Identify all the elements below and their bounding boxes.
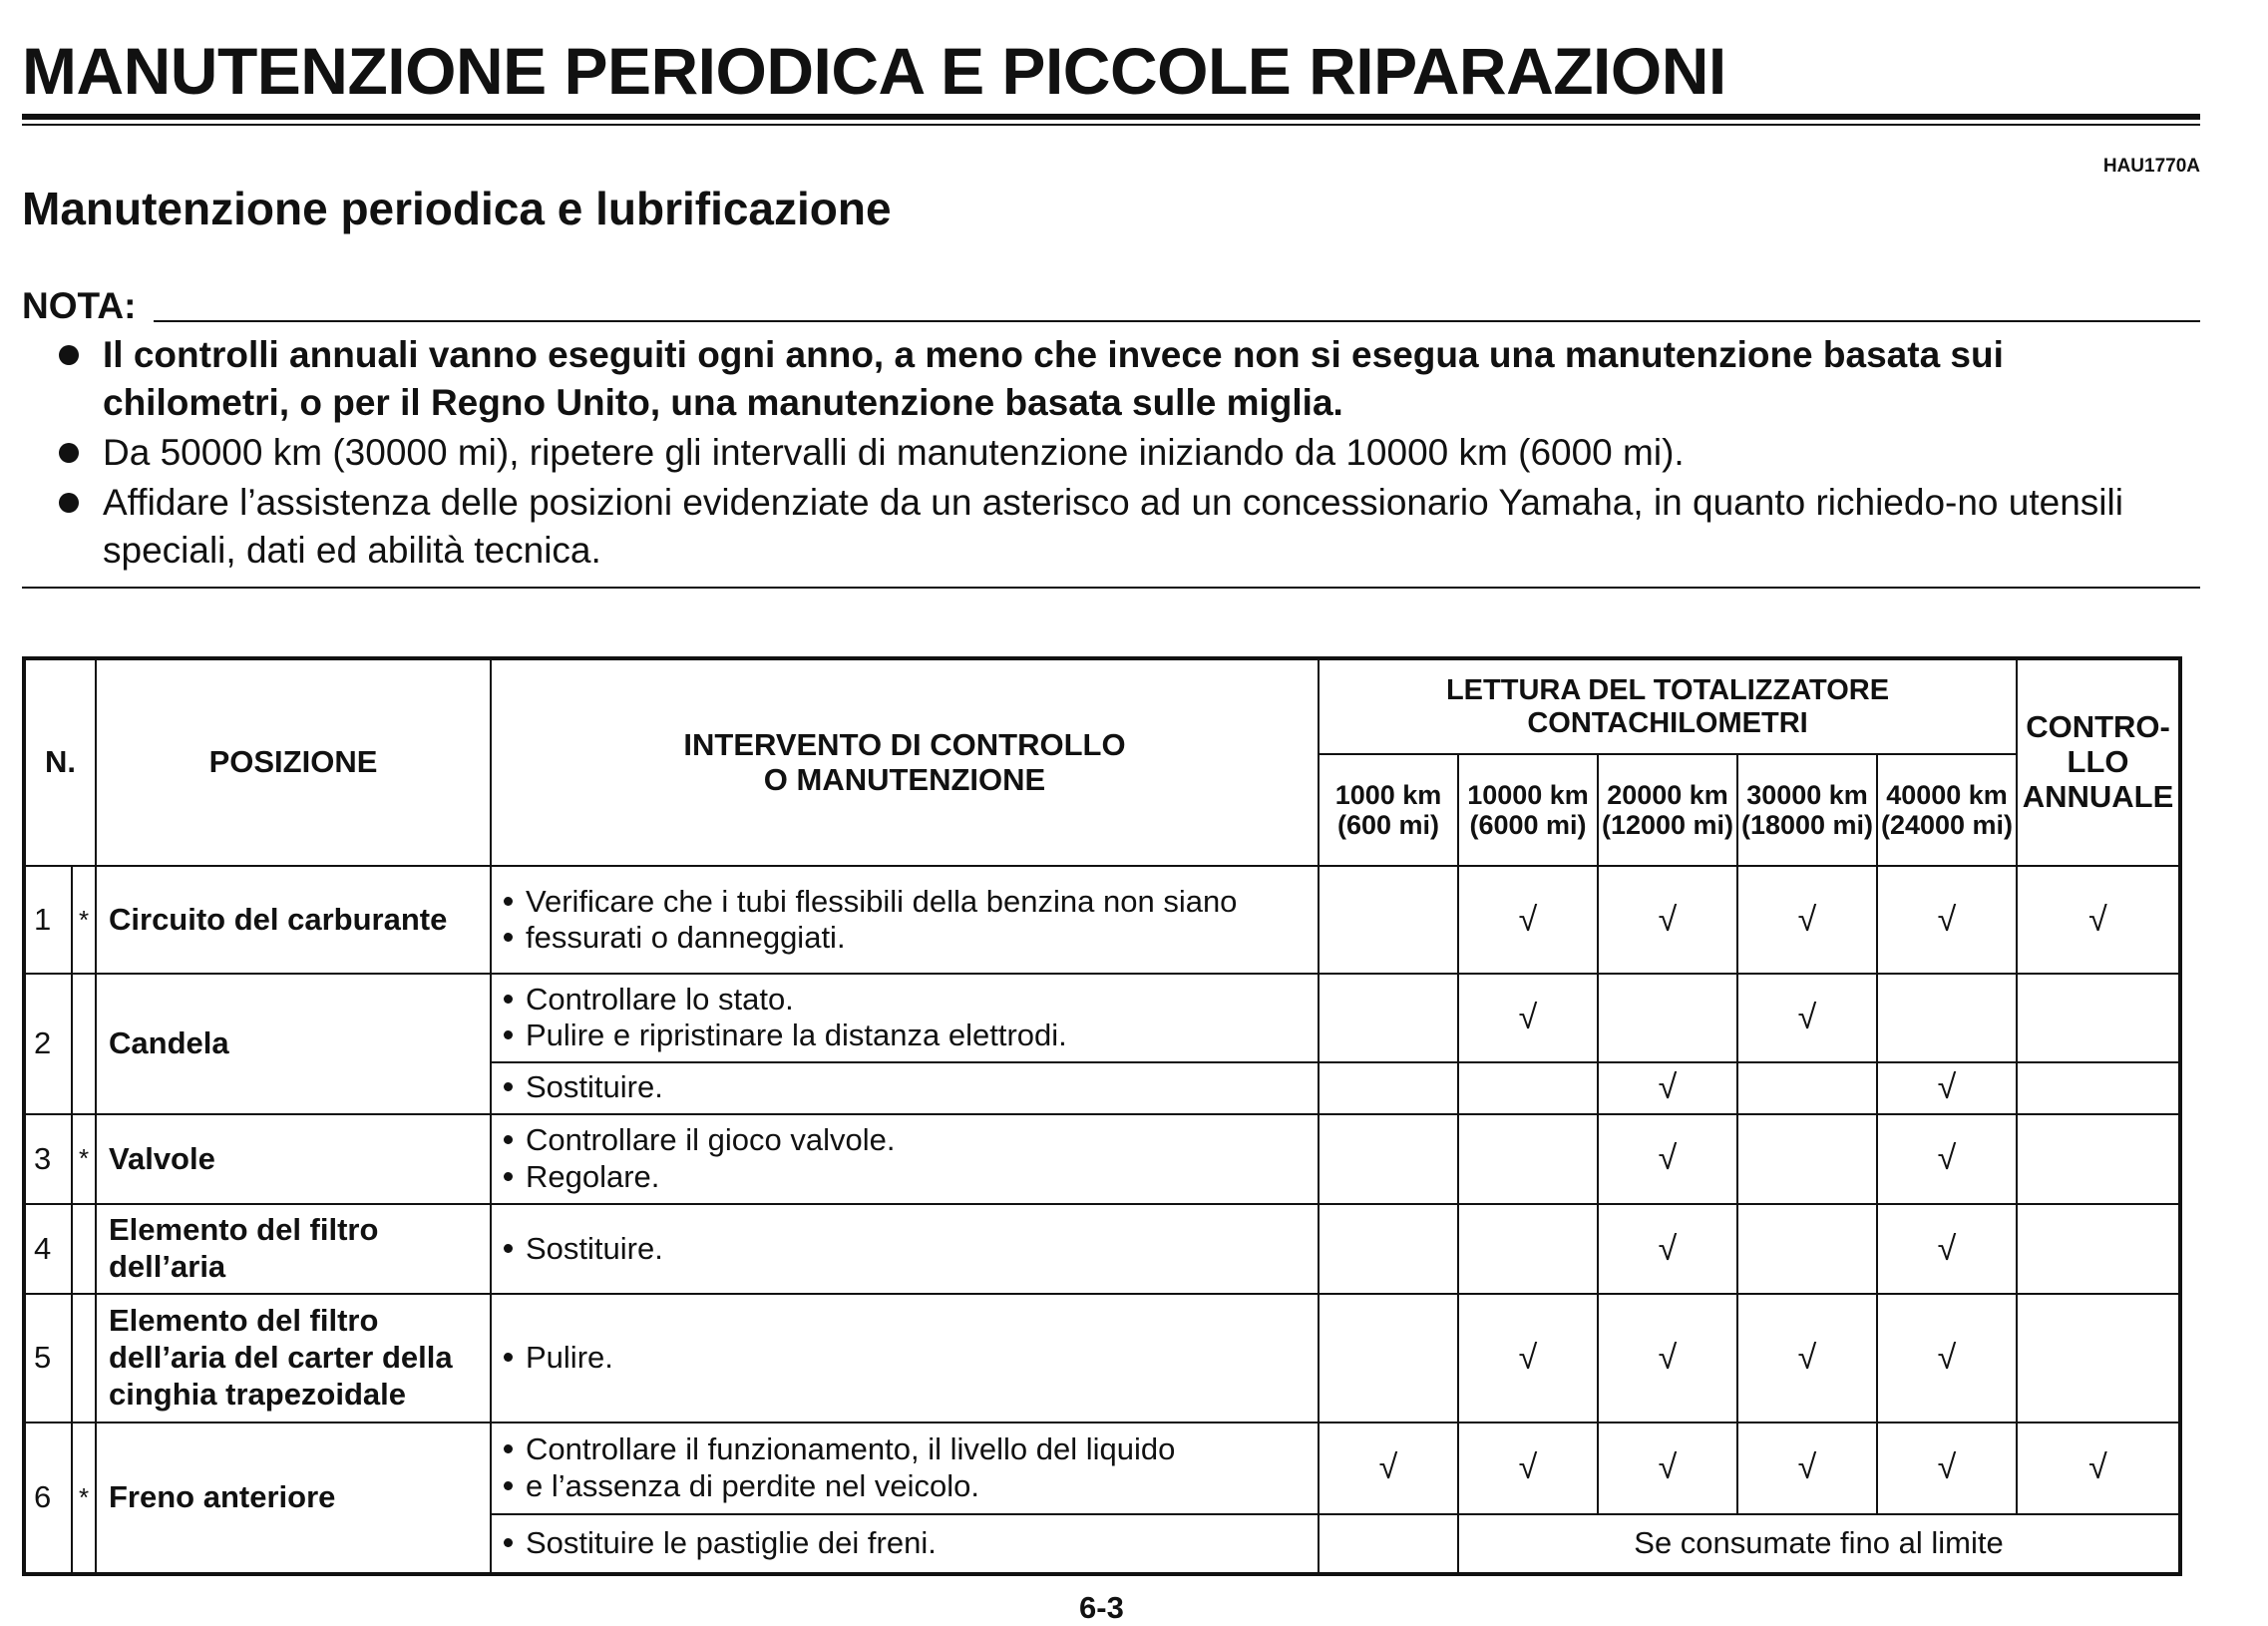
action-line: Controllare il funzionamento, il livello del liquido <box>500 1431 1310 1468</box>
check-cell <box>1598 1423 1737 1514</box>
check-cell <box>1458 866 1598 974</box>
title-rule <box>22 114 2200 120</box>
action-description <box>491 1062 1319 1114</box>
table-row <box>24 1423 2180 1514</box>
interval-km: 30000 km <box>1746 779 1868 810</box>
table-row <box>24 1204 2180 1294</box>
header-action <box>491 658 1319 866</box>
interval-km: 20000 km <box>1607 779 1728 810</box>
check-mark-icon: √ <box>1658 1448 1678 1487</box>
position-name: Elemento del filtro dell’aria <box>96 1204 491 1294</box>
check-cell <box>1737 1062 1877 1114</box>
action-line: Pulire e ripristinare la distanza elettrodi. <box>500 1017 1310 1054</box>
header-annual-line: CONTRO- <box>2026 709 2170 745</box>
check-mark-icon: √ <box>1937 1139 1957 1178</box>
section-title: Manutenzione periodica e lubrificazione <box>22 183 892 234</box>
check-cell <box>2017 1114 2180 1204</box>
action-description <box>491 1204 1319 1294</box>
asterisk-marker: * <box>72 866 96 974</box>
header-position: POSIZIONE <box>96 658 491 866</box>
position-name: Elemento del filtro dell’aria del carter della cinghia trapezoidale <box>96 1294 491 1422</box>
note-text: Da 50000 km (30000 mi), ripetere gli intervalli di manutenzione iniziando da 10000 km (6000 mi). <box>103 432 1685 473</box>
position-name: Freno anteriore <box>96 1423 491 1574</box>
check-cell <box>1598 974 1737 1061</box>
check-cell <box>1319 1294 1458 1422</box>
check-cell <box>1458 1062 1598 1114</box>
action-description <box>491 866 1319 974</box>
bullet-icon <box>59 443 79 463</box>
check-cell <box>1737 1294 1877 1422</box>
bullet-icon <box>504 1244 513 1253</box>
bullet-icon <box>504 995 513 1004</box>
title-rule-thin <box>22 124 2200 126</box>
check-mark-icon: √ <box>1937 1068 1957 1107</box>
action-line: Regolare. <box>500 1159 1310 1196</box>
position-name: Circuito del carburante <box>96 866 491 974</box>
page-number: 6-3 <box>1079 1590 1124 1625</box>
note-list <box>55 331 2200 577</box>
note-item <box>55 331 2200 427</box>
interval-header <box>1877 754 2017 866</box>
maintenance-schedule-table <box>22 656 2182 1576</box>
position-name: Candela <box>96 974 491 1113</box>
note-item <box>55 429 2200 477</box>
check-mark-icon: √ <box>1797 998 1817 1036</box>
check-mark-icon: √ <box>1797 1338 1817 1377</box>
check-mark-icon: √ <box>1518 1448 1538 1487</box>
check-mark-icon: √ <box>2088 900 2107 939</box>
interval-mi: (24000 mi) <box>1880 810 2014 840</box>
check-mark-icon: √ <box>1658 1139 1678 1178</box>
check-cell <box>1737 866 1877 974</box>
row-number: 5 <box>24 1294 72 1422</box>
action-line: Sostituire. <box>500 1069 1310 1106</box>
check-mark-icon: √ <box>1937 1338 1957 1377</box>
check-cell <box>1877 866 2017 974</box>
header-odometer-line: CONTACHILOMETRI <box>1527 706 1808 739</box>
interval-mi: (18000 mi) <box>1740 810 1874 840</box>
note-end-rule <box>22 587 2200 589</box>
interval-header <box>1737 754 1877 866</box>
header-odometer-line: LETTURA DEL TOTALIZZATORE <box>1445 674 1890 707</box>
row-number: 1 <box>24 866 72 974</box>
note-item <box>55 479 2200 575</box>
check-cell <box>1877 1423 2017 1514</box>
check-cell <box>1319 974 1458 1061</box>
position-name: Valvole <box>96 1114 491 1204</box>
check-cell <box>1877 974 2017 1061</box>
check-mark-icon: √ <box>1658 900 1678 939</box>
note-label: NOTA: <box>22 285 137 326</box>
header-annual <box>2017 658 2180 866</box>
bullet-icon <box>504 1030 513 1039</box>
asterisk-marker <box>72 1204 96 1294</box>
check-cell <box>1458 974 1598 1061</box>
check-cell <box>1877 1062 2017 1114</box>
check-cell <box>1319 866 1458 974</box>
check-cell <box>2017 1062 2180 1114</box>
row-number: 3 <box>24 1114 72 1204</box>
check-cell <box>1319 1114 1458 1204</box>
check-cell <box>2017 866 2180 974</box>
header-annual-line: LLO <box>2067 744 2129 780</box>
interval-km: 40000 km <box>1886 779 2008 810</box>
table-row <box>24 1114 2180 1204</box>
check-cell <box>1737 974 1877 1061</box>
check-cell <box>1877 1114 2017 1204</box>
check-mark-icon: √ <box>1518 1338 1538 1377</box>
bullet-icon <box>504 933 513 942</box>
check-mark-icon: √ <box>1658 1229 1678 1268</box>
action-description <box>491 1114 1319 1204</box>
action-line: Verificare che i tubi flessibili della benzina non siano <box>500 884 1310 921</box>
action-line: Sostituire. <box>500 1231 1310 1268</box>
check-cell <box>1598 1062 1737 1114</box>
bullet-icon <box>504 1444 513 1453</box>
interval-mi: (6000 mi) <box>1469 810 1587 840</box>
bullet-icon <box>504 1172 513 1181</box>
action-description <box>491 1514 1319 1574</box>
check-mark-icon: √ <box>1797 1448 1817 1487</box>
interval-header <box>1319 754 1458 866</box>
document-code: HAU1770A <box>2102 156 2200 177</box>
note-text: Affidare l’assistenza delle posizioni evidenziate da un asterisco ad un concessionario Yamaha, in quanto richiedo-no utensili speciali, dati ed abilità tecnica. <box>103 482 2123 571</box>
asterisk-marker <box>72 974 96 1113</box>
interval-km: 1000 km <box>1334 779 1442 810</box>
bullet-icon <box>59 493 79 513</box>
interval-mi: (12000 mi) <box>1601 810 1734 840</box>
bullet-icon <box>504 897 513 906</box>
check-mark-icon: √ <box>1937 900 1957 939</box>
action-description <box>491 1423 1319 1514</box>
check-cell <box>2017 974 2180 1061</box>
header-odometer <box>1319 658 2017 754</box>
header-annual-line: ANNUALE <box>2022 778 2174 814</box>
bullet-icon <box>504 1082 513 1091</box>
check-cell <box>1737 1114 1877 1204</box>
page-title: MANUTENZIONE PERIODICA E PICCOLE RIPARAZIONI <box>22 34 1726 108</box>
check-mark-icon: √ <box>2088 1448 2107 1487</box>
check-cell <box>2017 1294 2180 1422</box>
row-number: 4 <box>24 1204 72 1294</box>
check-cell <box>1598 1294 1737 1422</box>
note-text: Il controlli annuali vanno eseguiti ogni anno, a meno che invece non si esegua una manutenzione basata sui chilometri, o per il Regno Unito, una manutenzione basata sulle miglia. <box>103 334 2004 423</box>
bullet-icon <box>504 1481 513 1490</box>
check-cell <box>1319 1062 1458 1114</box>
check-mark-icon: √ <box>1518 900 1538 939</box>
action-description <box>491 1294 1319 1422</box>
asterisk-marker: * <box>72 1423 96 1574</box>
check-cell <box>1319 1204 1458 1294</box>
header-action-line: O MANUTENZIONE <box>763 761 1046 797</box>
check-cell <box>1458 1423 1598 1514</box>
check-cell <box>1458 1294 1598 1422</box>
action-description <box>491 974 1319 1061</box>
check-cell <box>1598 1114 1737 1204</box>
check-mark-icon: √ <box>1937 1448 1957 1487</box>
action-line: Controllare lo stato. <box>500 982 1310 1018</box>
check-cell <box>1598 866 1737 974</box>
bullet-icon <box>504 1538 513 1547</box>
check-mark-icon: √ <box>1658 1068 1678 1107</box>
bullet-icon <box>504 1353 513 1362</box>
table-row <box>24 974 2180 1061</box>
check-cell <box>1877 1204 2017 1294</box>
row-number: 6 <box>24 1423 72 1574</box>
asterisk-marker: * <box>72 1114 96 1204</box>
check-cell <box>1458 1114 1598 1204</box>
interval-mi: (600 mi) <box>1336 810 1440 840</box>
action-line: Sostituire le pastiglie dei freni. <box>500 1525 1310 1562</box>
check-cell <box>2017 1204 2180 1294</box>
bullet-icon <box>504 1135 513 1144</box>
header-num: N. <box>24 658 96 866</box>
check-cell <box>1877 1294 2017 1422</box>
action-line: Pulire. <box>500 1340 1310 1377</box>
check-mark-icon: √ <box>1378 1448 1398 1487</box>
check-mark-icon: √ <box>1797 900 1817 939</box>
check-cell <box>1319 1514 1458 1574</box>
check-mark-icon: √ <box>1937 1229 1957 1268</box>
check-cell <box>2017 1423 2180 1514</box>
action-line: e l’assenza di perdite nel veicolo. <box>500 1468 1310 1505</box>
interval-header <box>1458 754 1598 866</box>
action-line: Controllare il gioco valvole. <box>500 1122 1310 1159</box>
check-cell <box>1319 1423 1458 1514</box>
check-mark-icon: √ <box>1658 1338 1678 1377</box>
table-row <box>24 1294 2180 1422</box>
header-action-line: INTERVENTO DI CONTROLLO <box>683 726 1126 762</box>
asterisk-marker <box>72 1294 96 1422</box>
table-row <box>24 866 2180 974</box>
check-cell <box>1458 1204 1598 1294</box>
note-rule <box>154 320 2200 322</box>
interval-km: 10000 km <box>1467 779 1589 810</box>
interval-header <box>1598 754 1737 866</box>
row-number: 2 <box>24 974 72 1113</box>
check-cell <box>1598 1204 1737 1294</box>
check-cell <box>1737 1204 1877 1294</box>
limit-note: Se consumate fino al limite <box>1458 1514 2180 1574</box>
check-cell <box>1737 1423 1877 1514</box>
bullet-icon <box>59 345 79 365</box>
action-line: fessurati o danneggiati. <box>500 920 1310 957</box>
check-mark-icon: √ <box>1518 998 1538 1036</box>
